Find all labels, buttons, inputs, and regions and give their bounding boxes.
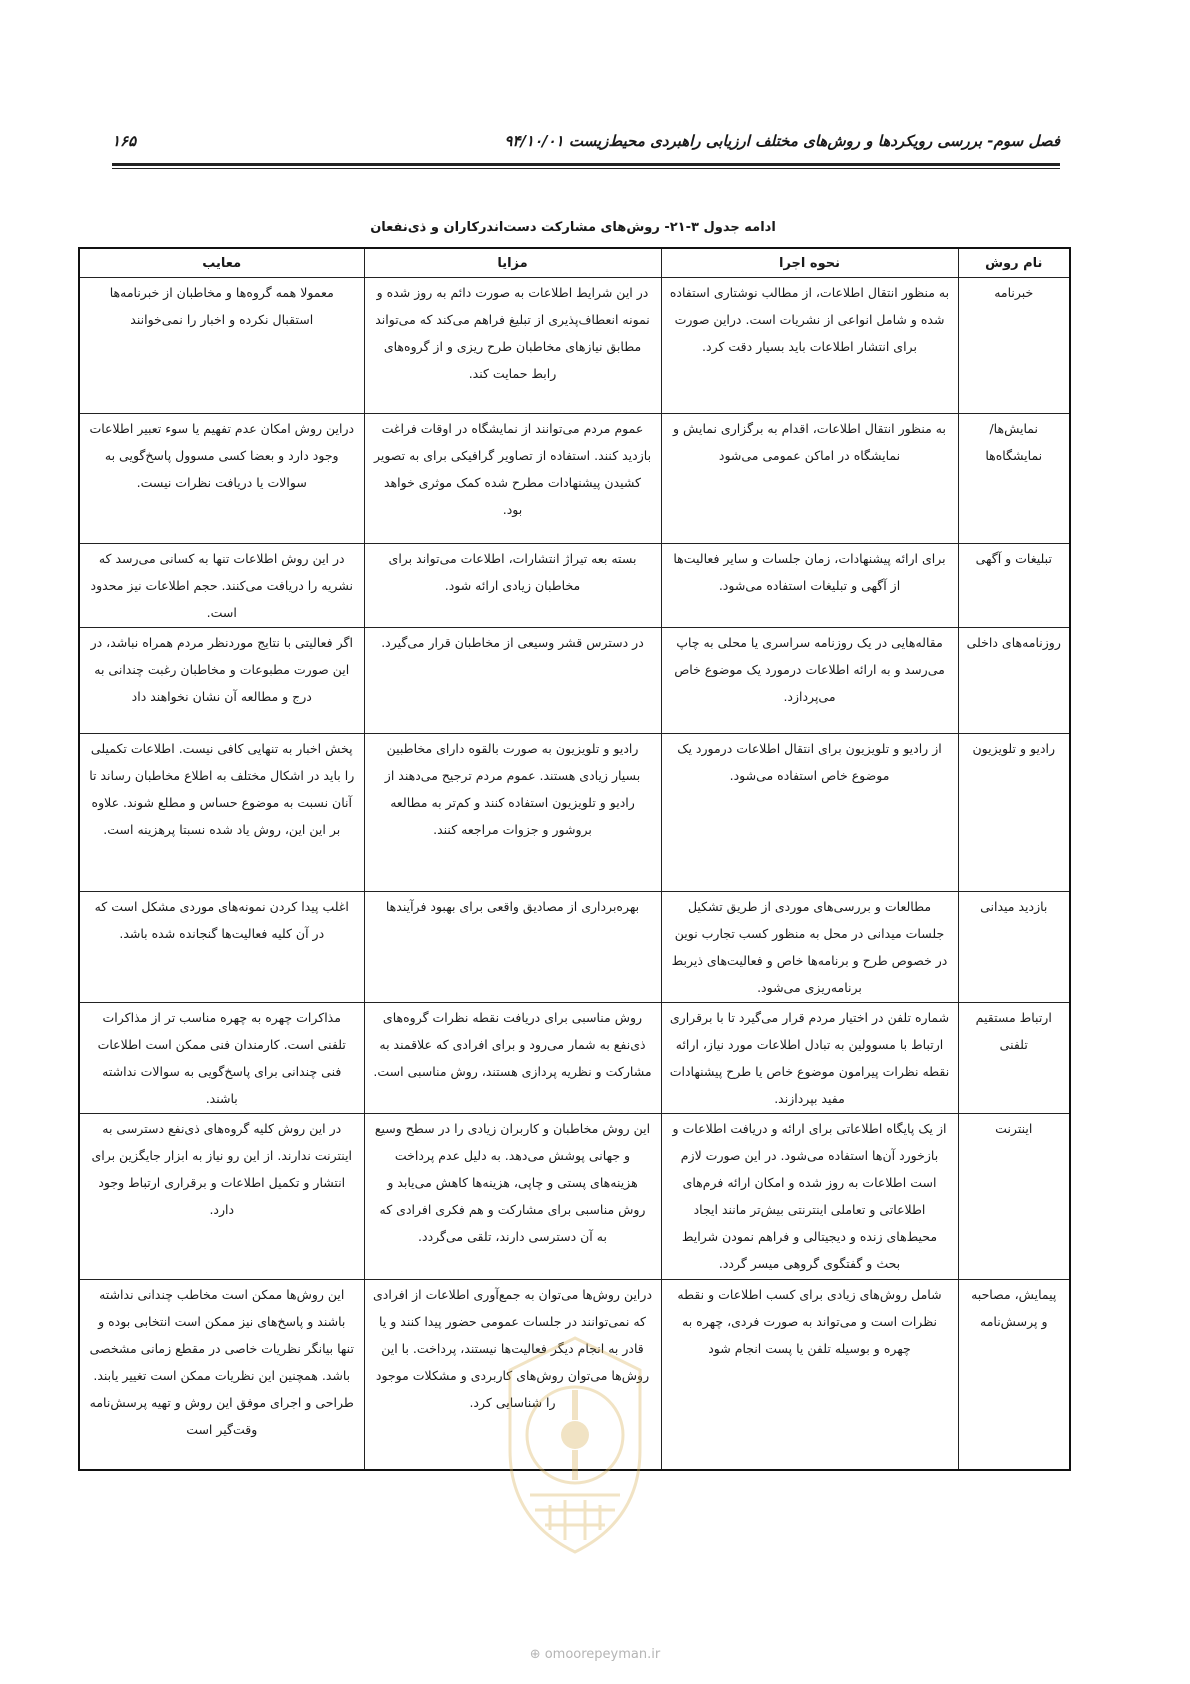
cell-how: برای ارائه پیشنهادات، زمان جلسات و سایر فعالیت‌ها از آگهی و تبلیغات استفاده می‌شود. <box>661 544 958 628</box>
cell-advantages: این روش مخاطبان و کاربران زیادی را در سطح وسیع و جهانی پوشش می‌دهد. به دلیل عدم پرداخت هزینه‌های پستی و چاپی، هزینه‌ها کاهش می‌یابد و روش مناسبی برای مشارکت و هم فکری افرادی که به آن دسترسی دارند، تلقی می‌گردد. <box>364 1114 661 1280</box>
table-caption: ادامه جدول ۳-۲۱- روش‌های مشارکت دست‌اندرکاران و ذی‌نفعان <box>370 220 776 235</box>
chapter-title: فصل سوم- بررسی رویکردها و روش‌های مختلف ارزیابی راهبردی محیط‌زیست ۹۴/۱۰/۰۱ <box>504 132 1060 150</box>
cell-method-name: بازدید میدانی <box>958 892 1070 1003</box>
cell-advantages: بسته بعه تیراژ انتشارات، اطلاعات می‌تواند برای مخاطبان زیادی ارائه شود. <box>364 544 661 628</box>
table-row <box>79 1114 1070 1280</box>
header-how: نحوه اجرا <box>661 248 958 278</box>
page-header <box>112 128 1060 162</box>
cell-disadvantages: در این روش اطلاعات تنها به کسانی می‌رسد که نشریه را دریافت می‌کنند. حجم اطلاعات نیز محدود است. <box>79 544 364 628</box>
cell-disadvantages: معمولا همه گروه‌ها و مخاطبان از خبرنامه‌ها استقبال نکرده و اخبار را نمی‌خوانند <box>79 278 364 414</box>
cell-disadvantages: اغلب پیدا کردن نمونه‌های موردی مشکل است که در آن کلیه فعالیت‌ها گنجانده شده باشد. <box>79 892 364 1003</box>
table-row <box>79 544 1070 628</box>
table-header-row <box>79 248 1070 278</box>
table-row <box>79 414 1070 544</box>
header-disadvantages: معایب <box>79 248 364 278</box>
cell-how: به منظور انتقال اطلاعات، اقدام به برگزاری نمایش و نمایشگاه در اماکن عمومی می‌شود <box>661 414 958 544</box>
cell-disadvantages: این روش‌ها ممکن است مخاطب چندانی نداشته باشند و پاسخ‌های نیز ممکن است انتخابی بوده و تنها بیانگر نظریات خاصی در مقطع زمانی مشخصی باشد. همچنین این نظریات ممکن است تغییر یابند. طراحی و اجرای موفق این روش و تهیه پرسش‌نامه وقت‌گیر است <box>79 1280 364 1470</box>
header-method-name: نام روش <box>958 248 1070 278</box>
cell-how: شامل روش‌های زیادی برای کسب اطلاعات و نقطه نظرات است و می‌تواند به صورت فردی، چهره به چهره و بوسیله تلفن یا پست انجام شود <box>661 1280 958 1470</box>
website-text: omoorepeyman.ir <box>544 1647 661 1662</box>
globe-icon: ⊕ <box>529 1647 541 1662</box>
cell-method-name: نمایش‌ها/ نمایشگاه‌ها <box>958 414 1070 544</box>
cell-advantages: عموم مردم می‌توانند از نمایشگاه در اوقات فراغت بازدید کنند. استفاده از تصاویر گرافیکی برای به تصویر کشیدن پیشنهادات مطرح شده کمک موثری خواهد بود. <box>364 414 661 544</box>
table-row <box>79 734 1070 892</box>
cell-advantages: روش مناسبی برای دریافت نقطه نظرات گروه‌های ذی‌نفع به شمار می‌رود و برای افرادی که علاقمند به مشارکت و نظریه پردازی هستند، روش مناسبی است. <box>364 1003 661 1114</box>
cell-how: شماره تلفن در اختیار مردم قرار می‌گیرد تا با برقراری ارتباط با مسوولین به تبادل اطلاعات مورد نیاز، ارائه نقطه نظرات پیرامون موضوع خاص یا طرح پیشنهادات مفید بپردازند. <box>661 1003 958 1114</box>
table-row <box>79 1280 1070 1470</box>
cell-disadvantages: در این روش کلیه گروه‌های ذی‌نفع دسترسی به اینترنت ندارند. از این رو نیاز به ابزار جایگزین برای انتشار و تکمیل اطلاعات و برقراری ارتباط وجود دارد. <box>79 1114 364 1280</box>
cell-disadvantages: دراین روش امکان عدم تفهیم یا سوء تعبیر اطلاعات وجود دارد و بعضا کسی مسوول پاسخ‌گویی به سوالات یا دریافت نظرات نیست. <box>79 414 364 544</box>
header-rule-thick <box>112 163 1060 166</box>
cell-disadvantages: مذاکرات چهره به چهره مناسب تر از مذاکرات تلفنی است. کارمندان فنی ممکن است اطلاعات فنی چندانی برای پاسخ‌گویی به سوالات نداشته باشند. <box>79 1003 364 1114</box>
participation-methods-table <box>78 247 1071 1471</box>
header-rule-thin <box>112 168 1060 169</box>
cell-advantages: بهره‌برداری از مصادیق واقعی برای بهبود فرآیندها <box>364 892 661 1003</box>
cell-how: به منظور انتقال اطلاعات، از مطالب نوشتاری استفاده شده و شامل انواعی از نشریات است. دراین صورت برای انتشار اطلاعات باید بسیار دقت کرد. <box>661 278 958 414</box>
cell-how: از یک پایگاه اطلاعاتی برای ارائه و دریافت اطلاعات و بازخورد آن‌ها استفاده می‌شود. در این صورت لازم است اطلاعات به روز شده و امکان ارائه فرم‌های اطلاعاتی و تعاملی اینترنتی بیش‌تر مانند ایجاد محیط‌های زنده و دیجیتالی و فراهم نمودن شرایط بحث و گفتگوی گروهی میسر گردد. <box>661 1114 958 1280</box>
cell-method-name: ارتباط مستقیم تلفنی <box>958 1003 1070 1114</box>
header-advantages: مزایا <box>364 248 661 278</box>
cell-method-name: رادیو و تلویزیون <box>958 734 1070 892</box>
cell-how: از رادیو و تلویزیون برای انتقال اطلاعات درمورد یک موضوع خاص استفاده می‌شود. <box>661 734 958 892</box>
cell-advantages: در این شرایط اطلاعات به صورت دائم به روز شده و نمونه انعطاف‌پذیری از تبلیغ فراهم می‌کند که می‌تواند مطابق نیازهای مخاطبان طرح ریزی و از گروه‌های رابط حمایت کند. <box>364 278 661 414</box>
table-row <box>79 892 1070 1003</box>
cell-how: مقاله‌هایی در یک روزنامه سراسری یا محلی به چاپ می‌رسد و به ارائه اطلاعات درمورد یک موضوع خاص می‌پردازد. <box>661 628 958 734</box>
cell-method-name: تبلیغات و آگهی <box>958 544 1070 628</box>
cell-method-name: پیمایش، مصاحبه و پرسش‌نامه <box>958 1280 1070 1470</box>
cell-method-name: اینترنت <box>958 1114 1070 1280</box>
cell-method-name: خبرنامه <box>958 278 1070 414</box>
table-row <box>79 278 1070 414</box>
page-number: ۱۶۵ <box>112 132 137 150</box>
cell-disadvantages: اگر فعالیتی با نتایج موردنظر مردم همراه نباشد، در این صورت مطبوعات و مخاطبان رغبت چندانی به درج و مطالعه آن نشان نخواهند داد <box>79 628 364 734</box>
table-row <box>79 628 1070 734</box>
cell-disadvantages: پخش اخبار به تنهایی کافی نیست. اطلاعات تکمیلی را باید در اشکال مختلف به اطلاع مخاطبان رساند تا آنان نسبت به موضوع حساس و مطلع شوند. علاوه بر این این، روش یاد شده نسبتا پرهزینه است. <box>79 734 364 892</box>
cell-method-name: روزنامه‌های داخلی <box>958 628 1070 734</box>
cell-how: مطالعات و بررسی‌های موردی از طریق تشکیل جلسات میدانی در محل به منظور کسب تجارب نوین در خصوص طرح و برنامه‌ها خاص و فعالیت‌های ذیربط برنامه‌ریزی می‌شود. <box>661 892 958 1003</box>
cell-advantages: در دسترس قشر وسیعی از مخاطبان قرار می‌گیرد. <box>364 628 661 734</box>
cell-advantages: دراین روش‌ها می‌توان به جمع‌آوری اطلاعات از افرادی که نمی‌توانند در جلسات عمومی حضور پیدا کنند و یا قادر به انجام دیگر فعالیت‌ها نیستند، پرداخت. با این روش‌ها می‌توان روش‌های کاربردی و مشکلات موجود را شناسایی کرد. <box>364 1280 661 1470</box>
table-row <box>79 1003 1070 1114</box>
cell-advantages: رادیو و تلویزیون به صورت بالقوه دارای مخاطبین بسیار زیادی هستند. عموم مردم ترجیح می‌دهند از رادیو و تلویزیون استفاده کنند و کم‌تر به مطالعه بروشور و جزوات مراجعه کنند. <box>364 734 661 892</box>
footer-website <box>0 1647 1190 1662</box>
